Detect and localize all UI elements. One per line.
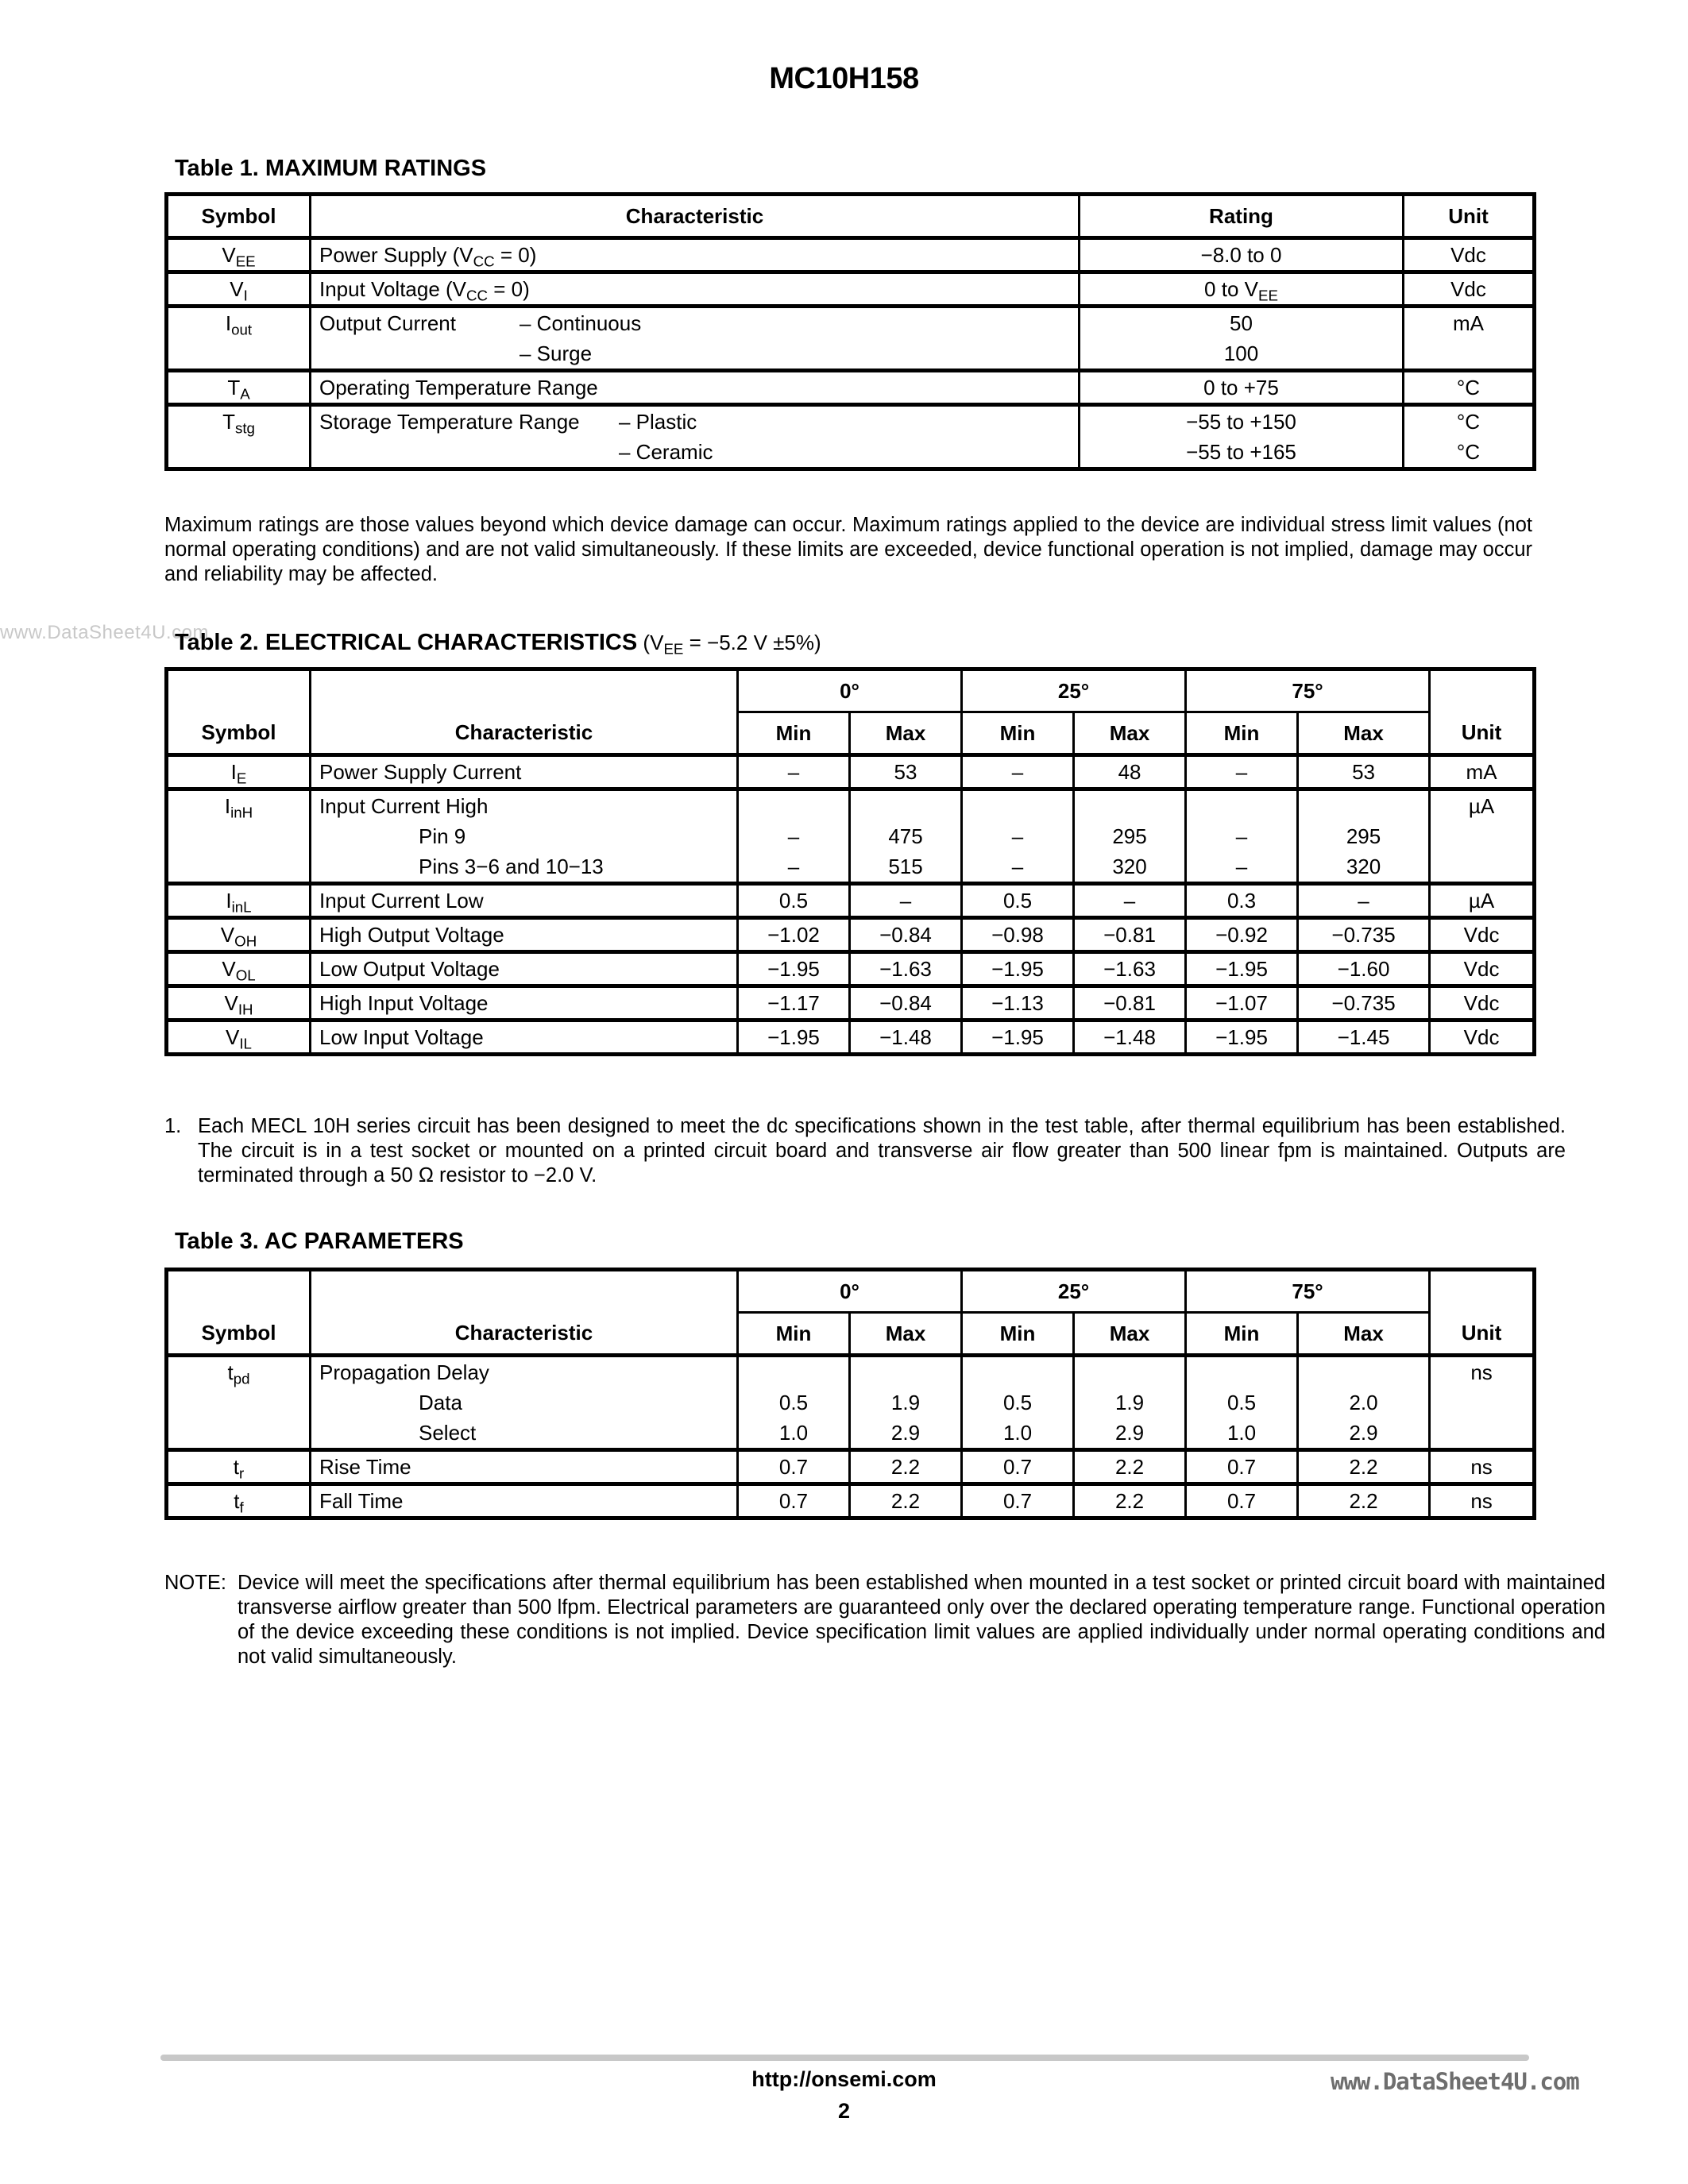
value-cell: 295 320	[1074, 789, 1186, 884]
table1-note: Maximum ratings are those values beyond which device damage can occur. Maximum ratings applied to the device are individual stress limit values (not normal operating conditions) and are not valid simultaneously. If these limits are exceeded, device functional operation is not implied, damage may occur and reliability may be affected.	[164, 514, 1532, 585]
characteristic-cell: Low Input Voltage	[311, 1021, 738, 1055]
value-cell: 53	[1298, 755, 1430, 789]
col-header-min: Min	[962, 712, 1074, 755]
col-header-min: Min	[962, 1313, 1074, 1356]
ac-parameters-table	[164, 1268, 1536, 1520]
value-cell: −1.95	[962, 1021, 1074, 1055]
symbol-cell: $V_{EE}$	[167, 238, 311, 272]
unit-cell: Vdc	[1404, 238, 1535, 272]
value-cell: 295 320	[1298, 789, 1430, 884]
unit-cell: Vdc	[1430, 952, 1535, 986]
col-header-temp-75: 75°	[1186, 669, 1430, 712]
value-cell: 1.9 2.9	[1074, 1356, 1186, 1450]
col-header-symbol: Symbol	[167, 195, 311, 238]
table-header-row	[167, 1270, 1535, 1313]
characteristic-cell: Input Current High Pin 9 Pins 3−6 and 10−13	[311, 789, 738, 884]
table-row	[167, 238, 1535, 272]
value-cell: 2.2	[1074, 1450, 1186, 1484]
table3-title: Table 3. AC PARAMETERS	[175, 1229, 464, 1254]
table-row	[167, 952, 1535, 986]
value-cell: 2.0 2.9	[1298, 1356, 1430, 1450]
value-cell: −0.84	[850, 918, 962, 952]
col-header-symbol: Symbol	[167, 669, 311, 755]
symbol-cell: $t_f$	[167, 1484, 311, 1518]
symbol-cell: $V_{OL}$	[167, 952, 311, 986]
characteristic-cell: Input Current Low	[311, 884, 738, 918]
rating-cell: −8.0 to 0	[1080, 238, 1404, 272]
characteristic-cell: Rise Time	[311, 1450, 738, 1484]
value-cell: −1.45	[1298, 1021, 1430, 1055]
value-cell: 0.5 1.0	[738, 1356, 850, 1450]
symbol-cell: $V_{OH}$	[167, 918, 311, 952]
symbol-cell: $T_A$	[167, 371, 311, 405]
electrical-characteristics-table	[164, 667, 1536, 1056]
col-header-temp-25: 25°	[962, 669, 1186, 712]
unit-cell: ns	[1430, 1356, 1535, 1450]
value-cell: −1.02	[738, 918, 850, 952]
characteristic-cell: Fall Time	[311, 1484, 738, 1518]
rating-cell: 0 to $V_{EE}$	[1080, 272, 1404, 307]
value-cell: 0.5 1.0	[1186, 1356, 1298, 1450]
col-header-max: Max	[1298, 712, 1430, 755]
unit-cell: mA	[1404, 307, 1535, 371]
footer-divider	[160, 2055, 1529, 2061]
value-cell: −1.63	[1074, 952, 1186, 986]
table-body	[167, 755, 1535, 1055]
col-header-unit: Unit	[1430, 1270, 1535, 1356]
col-header-max: Max	[1074, 712, 1186, 755]
col-header-characteristic: Characteristic	[311, 669, 738, 755]
value-cell: – –	[738, 789, 850, 884]
unit-cell: °C °C	[1404, 405, 1535, 469]
page-title: MC10H158	[769, 62, 919, 95]
unit-cell: Vdc	[1430, 1021, 1535, 1055]
rating-cell: −55 to +150 −55 to +165	[1080, 405, 1404, 469]
table2-title: Table 2. ELECTRICAL CHARACTERISTICS ($V_{EE} = -5.2$ V ±5%)	[175, 630, 821, 658]
table-row	[167, 1450, 1535, 1484]
value-cell: −0.81	[1074, 986, 1186, 1021]
value-cell: −1.95	[962, 952, 1074, 986]
unit-cell: Vdc	[1404, 272, 1535, 307]
value-cell: –	[850, 884, 962, 918]
value-cell: 2.2	[1298, 1484, 1430, 1518]
rating-cell: 50 100	[1080, 307, 1404, 371]
table-row	[167, 918, 1535, 952]
value-cell: −1.95	[1186, 1021, 1298, 1055]
value-cell: −1.13	[962, 986, 1074, 1021]
value-cell: 2.2	[1074, 1484, 1186, 1518]
value-cell: 0.7	[962, 1484, 1074, 1518]
symbol-cell: $I_{out}$	[167, 307, 311, 371]
value-cell: 0.5	[962, 884, 1074, 918]
symbol-cell: $I_E$	[167, 755, 311, 789]
col-header-characteristic: Characteristic	[311, 195, 1080, 238]
symbol-cell: $t_r$	[167, 1450, 311, 1484]
value-cell: – –	[962, 789, 1074, 884]
value-cell: –	[738, 755, 850, 789]
value-cell: 2.2	[1298, 1450, 1430, 1484]
value-cell: – –	[1186, 789, 1298, 884]
characteristic-cell: Storage Temperature Range – Plastic – Ceramic	[311, 405, 1080, 469]
table-row	[167, 1356, 1535, 1450]
table-body	[167, 1356, 1535, 1518]
maximum-ratings-table	[164, 192, 1536, 471]
col-header-temp-25: 25°	[962, 1270, 1186, 1313]
table-row	[167, 1484, 1535, 1518]
value-cell: −1.63	[850, 952, 962, 986]
value-cell: 0.7	[1186, 1450, 1298, 1484]
symbol-cell: $V_{IL}$	[167, 1021, 311, 1055]
value-cell: –	[962, 755, 1074, 789]
value-cell: −1.60	[1298, 952, 1430, 986]
table-row	[167, 884, 1535, 918]
unit-cell: mA	[1430, 755, 1535, 789]
symbol-cell: $T_{stg}$	[167, 405, 311, 469]
value-cell: −0.84	[850, 986, 962, 1021]
symbol-cell: $I_{inL}$	[167, 884, 311, 918]
unit-cell: Vdc	[1430, 986, 1535, 1021]
characteristic-cell: Operating Temperature Range	[311, 371, 1080, 405]
value-cell: 2.2	[850, 1450, 962, 1484]
value-cell: 0.5	[738, 884, 850, 918]
table-row	[167, 755, 1535, 789]
value-cell: 0.7	[738, 1484, 850, 1518]
symbol-cell: $V_{IH}$	[167, 986, 311, 1021]
value-cell: –	[1298, 884, 1430, 918]
unit-cell: °C	[1404, 371, 1535, 405]
characteristic-cell: High Output Voltage	[311, 918, 738, 952]
table-row	[167, 371, 1535, 405]
table3-note: NOTE: Device will meet the specifications after thermal equilibrium has been established when mounted in a test socket or printed circuit board with maintained transverse airflow greater than 500 lfpm. Electrical parameters are guaranteed only over the declared operating temperature range. Functional operation of the device exceeding these conditions is not implied. Device specification limit values are applied individually under normal operating conditions and not valid simultaneously.	[164, 1572, 1605, 1668]
col-header-max: Max	[1074, 1313, 1186, 1356]
characteristic-cell: Output Current – Continuous – Surge	[311, 307, 1080, 371]
value-cell: −1.95	[738, 952, 850, 986]
table-row	[167, 307, 1535, 371]
value-cell: −1.48	[1074, 1021, 1186, 1055]
unit-cell: µA	[1430, 884, 1535, 918]
characteristic-cell: High Input Voltage	[311, 986, 738, 1021]
characteristic-cell: Power Supply Current	[311, 755, 738, 789]
watermark-text: www.DataSheet4U.com	[1331, 2068, 1579, 2095]
table-row	[167, 1021, 1535, 1055]
characteristic-cell: Low Output Voltage	[311, 952, 738, 986]
table-row	[167, 272, 1535, 307]
unit-cell: Vdc	[1430, 918, 1535, 952]
value-cell: −0.98	[962, 918, 1074, 952]
table2-footnote: 1. Each MECL 10H series circuit has been designed to meet the dc specifications shown in the test table, after thermal equilibrium has been established. The circuit is in a test socket or mounted on a printed circuit board and transverse air flow greater than 500 linear fpm is maintained. Outputs are terminated through a 50 Ω resistor to −2.0 V.	[164, 1115, 1566, 1187]
characteristic-cell: Power Supply $(V_{CC} = 0)$	[311, 238, 1080, 272]
value-cell: 0.7	[738, 1450, 850, 1484]
value-cell: –	[1186, 755, 1298, 789]
col-header-min: Min	[738, 712, 850, 755]
value-cell: −0.92	[1186, 918, 1298, 952]
col-header-rating: Rating	[1080, 195, 1404, 238]
symbol-cell: $t_{pd}$	[167, 1356, 311, 1450]
unit-cell: ns	[1430, 1450, 1535, 1484]
table-row	[167, 405, 1535, 469]
characteristic-cell: Input Voltage $(V_{CC} = 0)$	[311, 272, 1080, 307]
page-number: 2	[837, 2099, 851, 2123]
value-cell: 0.3	[1186, 884, 1298, 918]
characteristic-cell: Propagation Delay Data Select	[311, 1356, 738, 1450]
value-cell: −1.07	[1186, 986, 1298, 1021]
col-header-temp-0: 0°	[738, 1270, 962, 1313]
col-header-min: Min	[1186, 712, 1298, 755]
value-cell: 48	[1074, 755, 1186, 789]
value-cell: −1.95	[1186, 952, 1298, 986]
col-header-min: Min	[1186, 1313, 1298, 1356]
col-header-symbol: Symbol	[167, 1270, 311, 1356]
col-header-max: Max	[850, 712, 962, 755]
col-header-max: Max	[850, 1313, 962, 1356]
footer-url-link[interactable]: http://onsemi.com	[751, 2067, 937, 2091]
value-cell: −1.48	[850, 1021, 962, 1055]
col-header-unit: Unit	[1430, 669, 1535, 755]
value-cell: −0.81	[1074, 918, 1186, 952]
table-header-row	[167, 669, 1535, 712]
col-header-temp-0: 0°	[738, 669, 962, 712]
col-header-unit: Unit	[1404, 195, 1535, 238]
value-cell: 0.5 1.0	[962, 1356, 1074, 1450]
value-cell: −1.95	[738, 1021, 850, 1055]
rating-cell: 0 to +75	[1080, 371, 1404, 405]
table1-title: Table 1. MAXIMUM RATINGS	[175, 156, 487, 181]
value-cell: –	[1074, 884, 1186, 918]
value-cell: 53	[850, 755, 962, 789]
value-cell: 1.9 2.9	[850, 1356, 962, 1450]
value-cell: −0.735	[1298, 918, 1430, 952]
col-header-min: Min	[738, 1313, 850, 1356]
value-cell: 0.7	[962, 1450, 1074, 1484]
table-row	[167, 986, 1535, 1021]
value-cell: 475 515	[850, 789, 962, 884]
unit-cell: ns	[1430, 1484, 1535, 1518]
value-cell: 0.7	[1186, 1484, 1298, 1518]
col-header-max: Max	[1298, 1313, 1430, 1356]
col-header-temp-75: 75°	[1186, 1270, 1430, 1313]
unit-cell: µA	[1430, 789, 1535, 884]
table-row	[167, 789, 1535, 884]
value-cell: 2.2	[850, 1484, 962, 1518]
symbol-cell: $I_{inH}$	[167, 789, 311, 884]
value-cell: −1.17	[738, 986, 850, 1021]
col-header-characteristic: Characteristic	[311, 1270, 738, 1356]
value-cell: −0.735	[1298, 986, 1430, 1021]
symbol-cell: $V_I$	[167, 272, 311, 307]
table-header-row	[167, 195, 1535, 238]
watermark-text: www.DataSheet4U.com	[0, 622, 209, 643]
